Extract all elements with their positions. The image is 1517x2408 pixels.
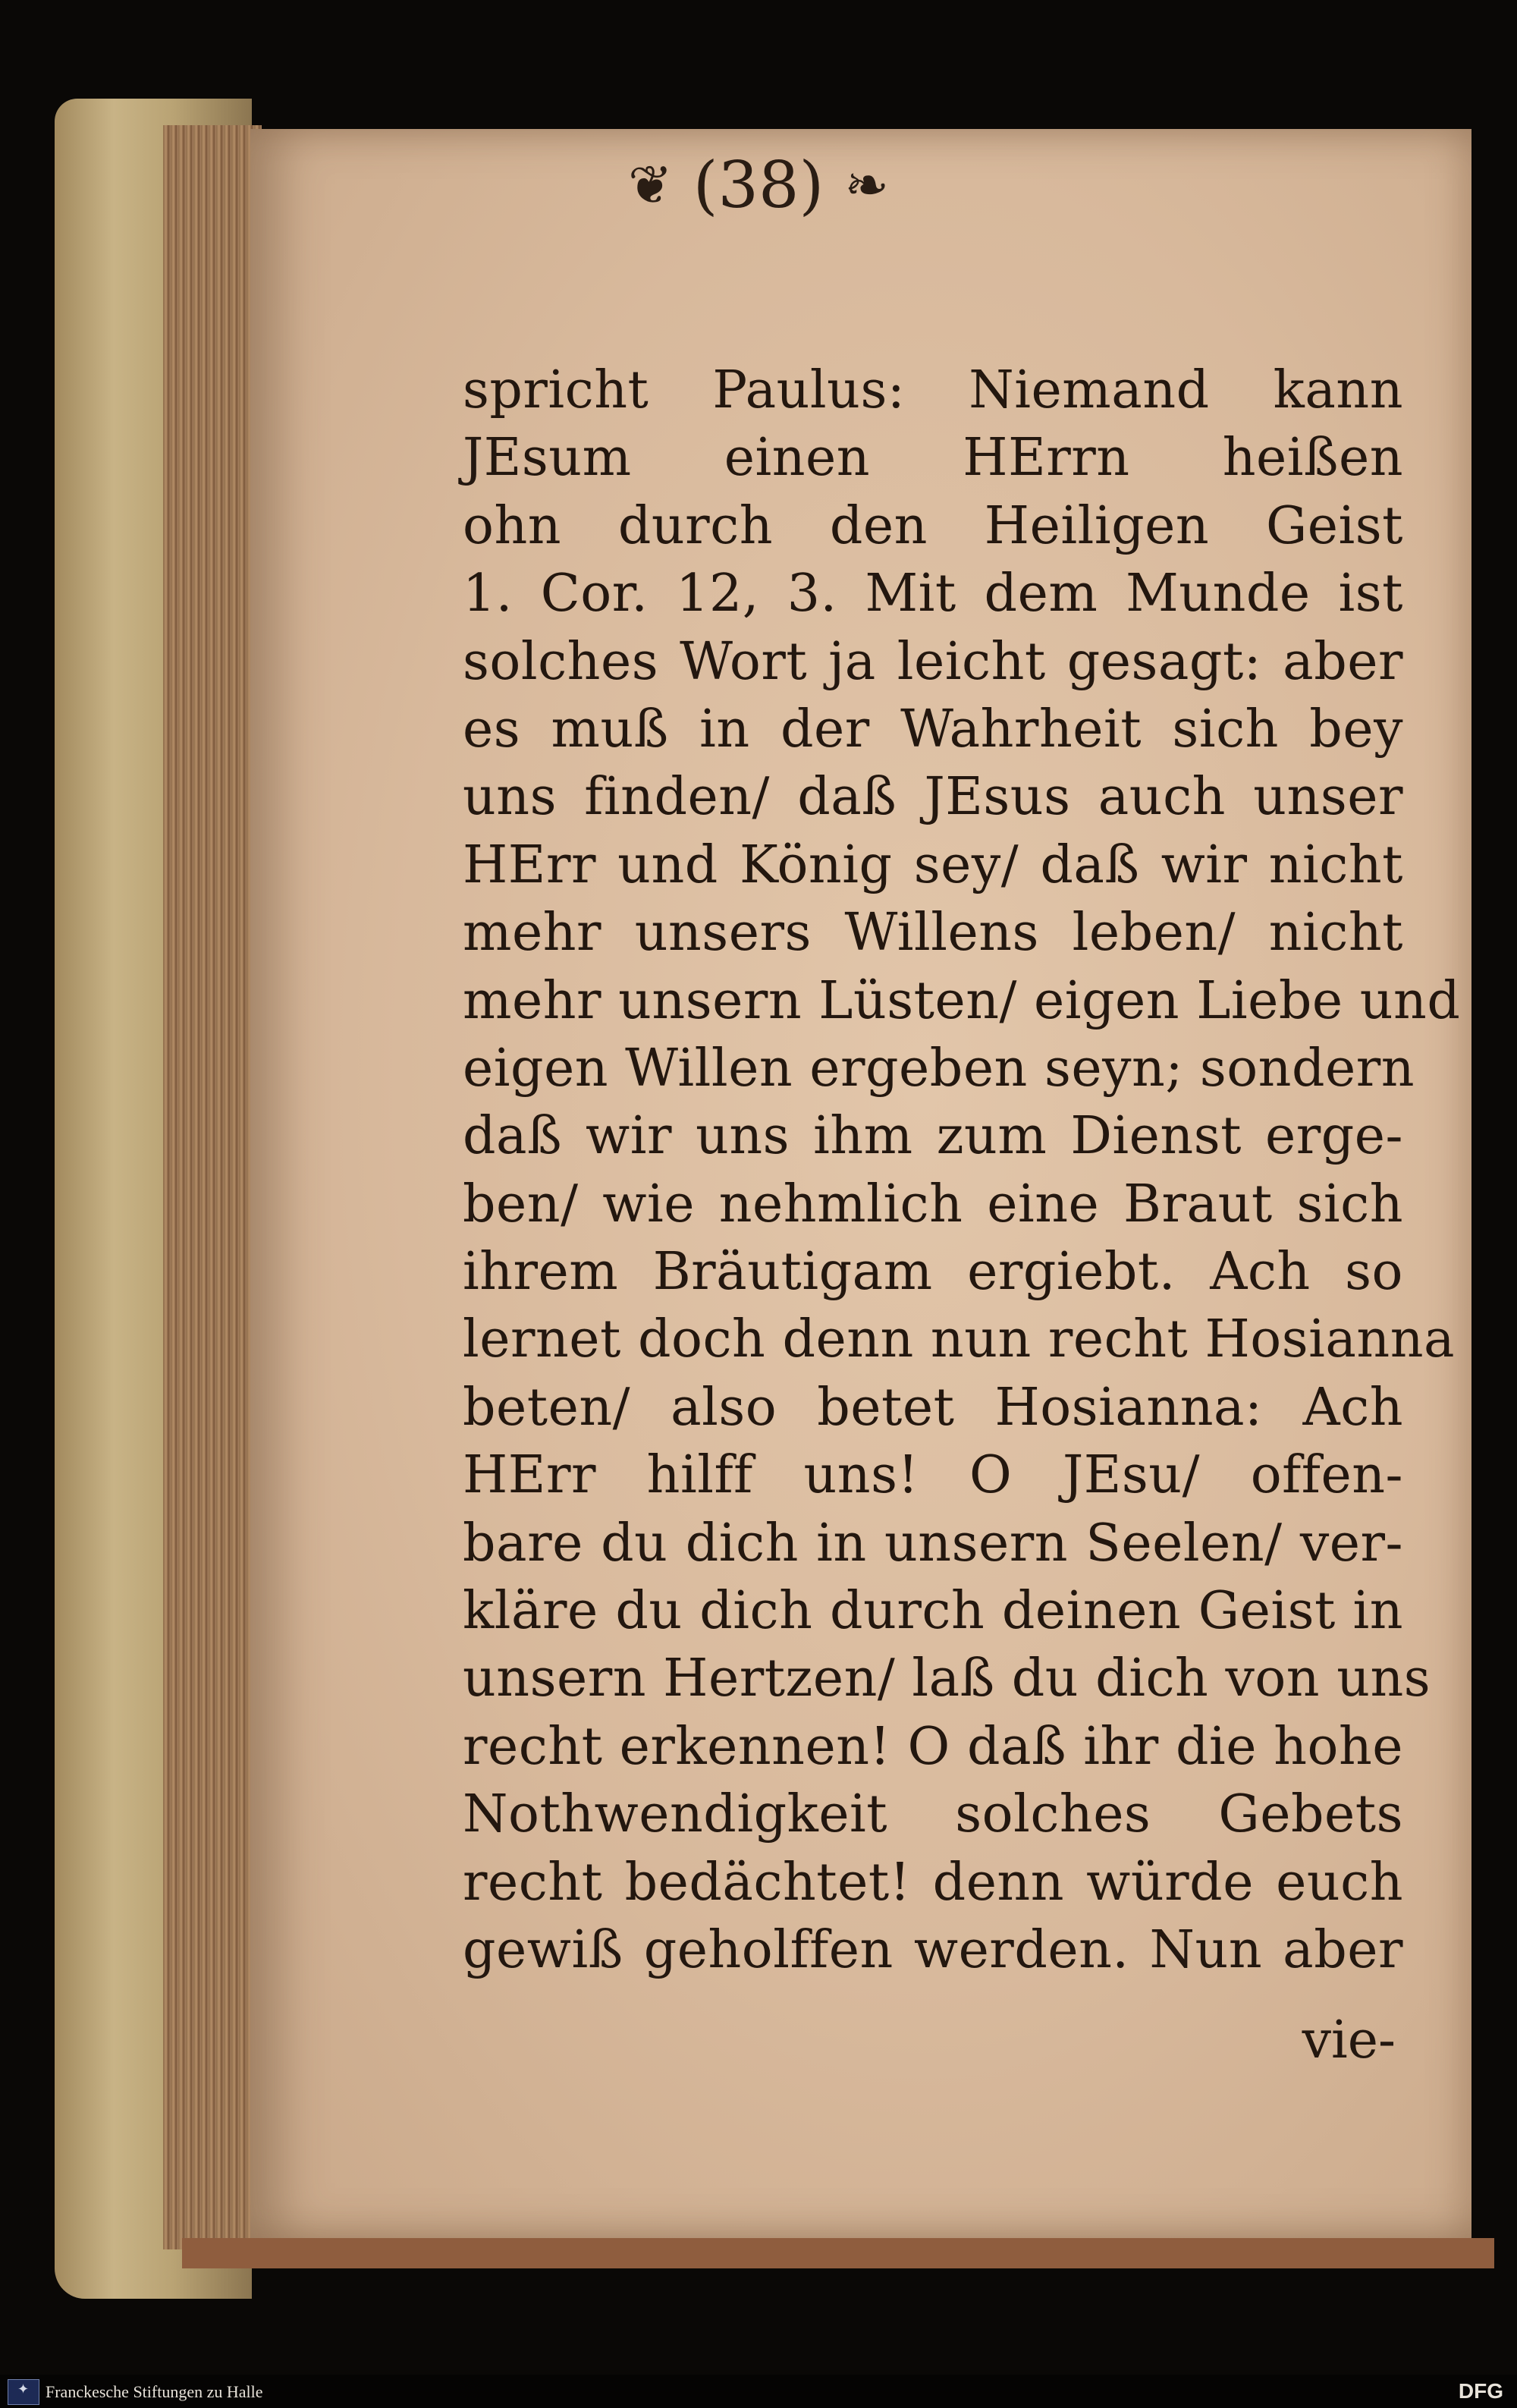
page-header [0,148,1517,222]
text-line: recht bedächtet! denn würde euch [463,1852,1403,1913]
text-line: gewiß geholffen werden. Nun aber [463,1919,1403,1980]
text-line: eigen Willen ergeben seyn; sondern [463,1038,1415,1099]
text-line: ihrem Bräutigam ergiebt. Ach so [463,1242,1403,1303]
text-line: solches Wort ja leicht gesagt: aber [463,631,1403,692]
text-line: JEsum einen HErrn heißen [463,428,1403,489]
text-line: 1. Cor. 12, 3. Mit dem Munde ist [463,564,1403,624]
text-line: recht erkennen! O daß ihr die hohe [463,1716,1403,1777]
text-line: beten/ also betet Hosianna: Ach [463,1377,1403,1438]
text-line: HErr und König sey/ daß wir nicht [463,835,1403,895]
text-line: Nothwendigkeit solches Gebets [463,1784,1403,1845]
fleuron-ornament-icon: ❧ [844,154,889,216]
text-line: mehr unsern Lüsten/ eigen Liebe und [463,970,1461,1031]
text-line: kläre du dich durch deinen Geist in [463,1581,1403,1642]
text-line: mehr unsers Willens leben/ nicht [463,903,1403,964]
fleuron-ornament-icon: ❦ [628,154,673,216]
text-line: uns finden/ daß JEsus auch unser [463,767,1403,828]
dfg-logo: DFG [1458,2379,1503,2403]
institution-logo-icon [8,2379,39,2405]
page-edges [163,125,262,2249]
text-line: lernet doch denn nun recht Hosianna [463,1309,1456,1370]
text-line: daß wir uns ihm zum Dienst erge- [463,1106,1403,1167]
catchword: vie- [1302,2010,1396,2070]
page-number: (38) [693,148,824,222]
body-text [463,357,1461,1984]
text-line: unsern Hertzen/ laß du dich von uns [463,1649,1431,1709]
text-line: ohn durch den Heiligen Geist [463,495,1403,556]
page-bottom-edge [182,2238,1494,2268]
text-line: spricht Paulus: Niemand kann [463,360,1403,420]
text-line: HErr hilff uns! O JEsu/ offen- [463,1445,1403,1506]
text-line: ben/ wie nehmlich eine Braut sich [463,1174,1403,1234]
text-line: es muß in der Wahrheit sich bey [463,699,1403,759]
footer-institution: Franckesche Stiftungen zu Halle [46,2382,263,2401]
text-line: bare du dich in unsern Seelen/ ver- [463,1513,1403,1573]
footer-bar [0,2375,1517,2408]
